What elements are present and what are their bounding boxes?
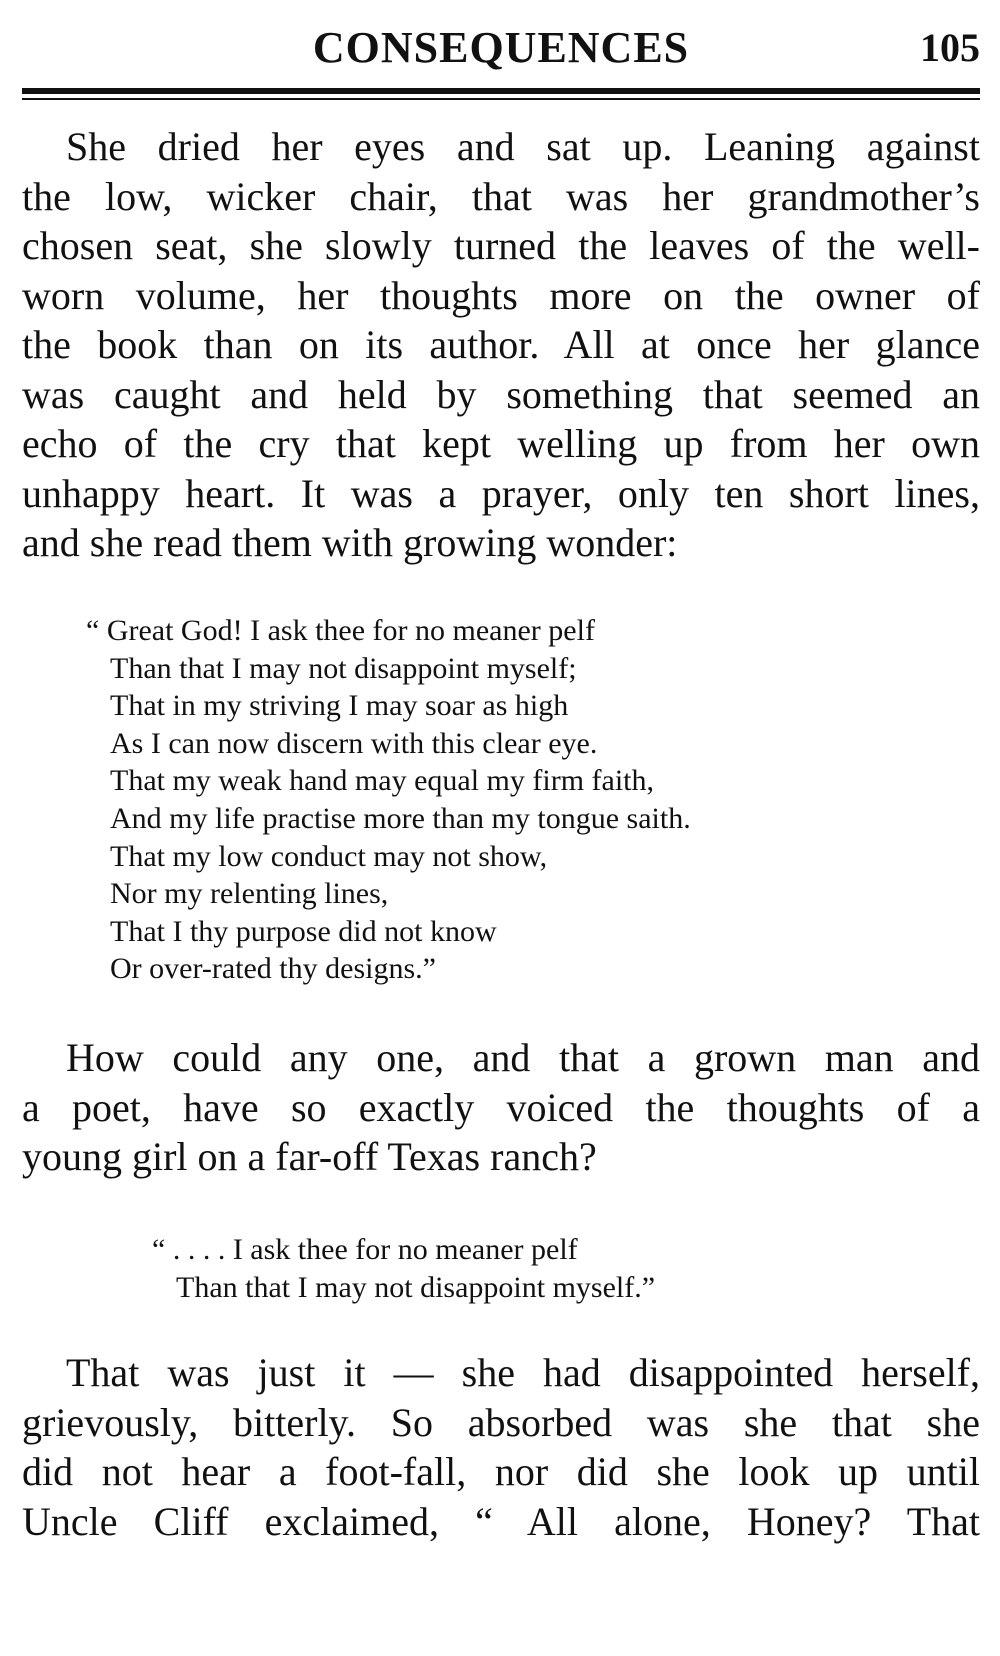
text-line: unhappy heart. It was a prayer, only ten short lines, xyxy=(22,470,980,516)
poem-line: Than that I may not disappoint myself; xyxy=(110,651,577,685)
poem-line: That my weak hand may equal my firm faith, xyxy=(110,764,654,798)
poem-line: “ . . . . I ask thee for no meaner pelf xyxy=(152,1233,578,1266)
running-header xyxy=(22,0,980,86)
paragraph-2 xyxy=(22,1033,980,1182)
text-line: was caught and held by something that seemed an xyxy=(22,371,980,417)
paragraph-3 xyxy=(22,1348,980,1546)
text-line: young girl on a far-off Texas ranch? xyxy=(22,1134,597,1179)
poem-line: Than that I may not disappoint myself.” xyxy=(176,1270,656,1304)
poem-line: That my low conduct may not show, xyxy=(110,839,548,873)
poem-quotation-2 xyxy=(152,1231,852,1306)
text-line: That was just it — she had disappointed herself, xyxy=(66,1350,980,1395)
poem-line: That in my striving I may soar as high xyxy=(110,689,569,723)
text-line: the book than on its author. All at once her glance xyxy=(22,322,980,367)
page-number: 105 xyxy=(920,25,980,70)
text-line: did not hear a foot-fall, nor did she look up until xyxy=(22,1449,980,1494)
poem-line: “ Great God! I ask thee for no meaner pelf xyxy=(86,614,595,647)
poem-line: Or over-rated thy designs.” xyxy=(110,952,436,986)
paragraph-1 xyxy=(22,122,980,568)
text-line: the low, wicker chair, that was her grandmother’s xyxy=(22,173,980,219)
running-title: CONSEQUENCES xyxy=(312,23,690,72)
poem-line: Nor my relenting lines, xyxy=(110,877,389,911)
poem-line: As I can now discern with this clear eye. xyxy=(110,726,598,760)
text-line: a poet, have so exactly voiced the thoughts of a xyxy=(22,1084,980,1130)
text-line: worn volume, her thoughts more on the owner of xyxy=(22,272,980,318)
poem-line: And my life practise more than my tongue saith. xyxy=(110,801,691,835)
header-rule-thin xyxy=(22,98,980,100)
header-rule-thick xyxy=(22,88,980,94)
header-rule xyxy=(22,88,980,104)
poem-line: That I thy purpose did not know xyxy=(110,914,497,948)
text-line: and she read them with growing wonder: xyxy=(22,520,678,565)
text-line: Uncle Cliff exclaimed, “ All alone, Honey? That xyxy=(22,1498,980,1544)
text-line: grievously, bitterly. So absorbed was she that she xyxy=(22,1399,980,1445)
text-line: echo of the cry that kept welling up from her own xyxy=(22,421,980,466)
poem-quotation-1 xyxy=(86,612,926,988)
text-line: chosen seat, she slowly turned the leaves of the well- xyxy=(22,223,980,268)
text-line: She dried her eyes and sat up. Leaning against xyxy=(66,124,980,169)
book-page xyxy=(22,0,980,1656)
text-line: How could any one, and that a grown man and xyxy=(66,1035,980,1080)
